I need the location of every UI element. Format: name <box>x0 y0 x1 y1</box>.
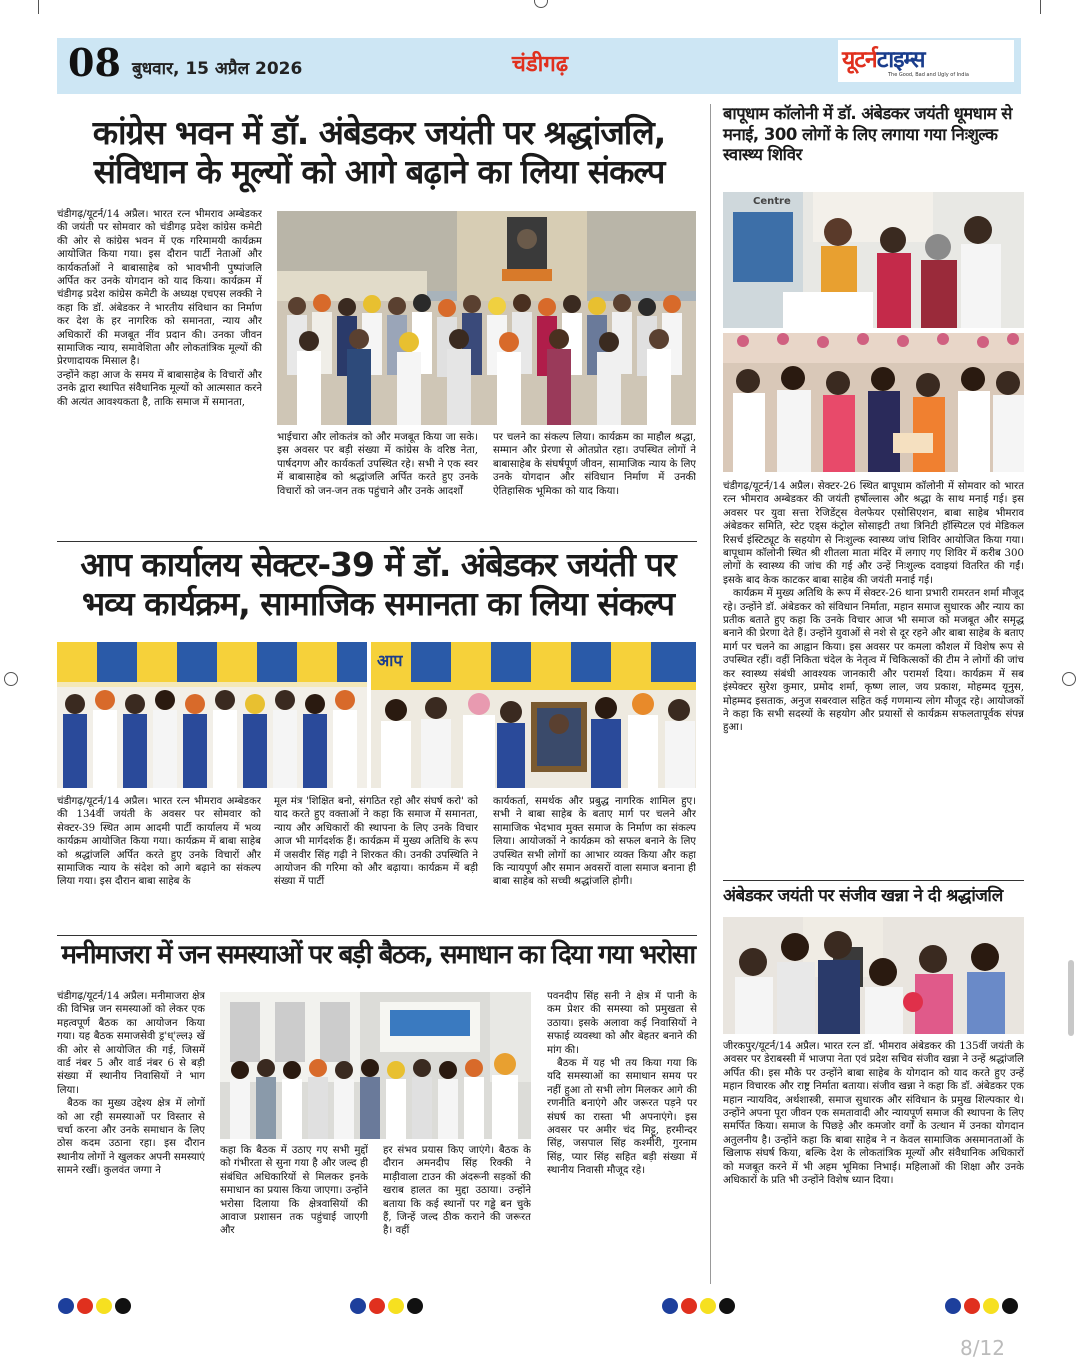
story5-col2: कहा कि बैठक में उठाए गए सभी मुद्दों को गंभीरता से सुना गया है और जल्द ही संबंधित अधिकारियों से मिलकर इनके समाधान का प्रयास किया जाएगा। उन्होंने भरोसा दिलाया कि क्षेत्रवासियों की आवाज प्रशासन तक पहुंचाई जाएगी और <box>220 1145 368 1237</box>
reg-dot-red <box>369 1298 385 1314</box>
story1-col1 <box>57 208 262 530</box>
story2-headline: बापूधाम कॉलोनी में डॉ. अंबेडकर जयंती धूमधाम से मनाई, 300 लोगों के लिए लगाया गया निःशुल्क स्वास्थ्य शिविर <box>723 104 1012 165</box>
crop-mark-right <box>1062 672 1076 686</box>
story5-headline: मनीमाजरा में जन समस्याओं पर बड़ी बैठक, समाधान का दिया गया भरोसा <box>61 940 695 970</box>
story1-col3: पर चलने का संकल्प लिया। कार्यक्रम का माहौल श्रद्धा, सम्मान और प्रेरणा से ओतप्रोत रहा। उपस्थित लोगों ने बाबासाहेब के संघर्षपूर्ण जीवन, सामाजिक न्याय के लिए उनके योगदान और संविधान निर्माण में उनकी ऐतिहासिक भूमिका को याद किया। <box>493 432 696 497</box>
reg-dot-black <box>115 1298 131 1314</box>
section-city: चंडीगढ़ <box>511 52 569 77</box>
story3-col1: चंडीगढ़/यूटर्न/14 अप्रैल। भारत रत्न भीमराव अम्बेडकर की 134वीं जयंती के अवसर पर सोमवार को सेक्टर-39 स्थित आम आदमी पार्टी कार्यालय में भव्य कार्यक्रम आयोजित किया गया। कार्यक्रम में बाबा साहेब को श्रद्धांजलि अर्पित करते हुए उनके विचारों और सामाजिक न्याय के संदेश को आगे बढ़ाने का संकल्प लिया गया। इस दौरान बाबा साहेब के <box>57 796 261 888</box>
story5-col4 <box>547 990 697 1280</box>
viewer-scrollbar[interactable] <box>1068 960 1074 1036</box>
story4-body: जीरकपुर/यूटर्न/14 अप्रैल। भारत रत्न डॉ. भीमराव अंबेडकर की 135वीं जयंती के अवसर पर डेराबस्सी में भाजपा नेता एवं प्रदेश सचिव संजीव खन्ना ने उन्हें श्रद्धांजलि अर्पित की। इस मौके पर उन्होंने बाबा साहेब के योगदान को याद करते हुए उन्हें महान विचारक और राष्ट्र निर्माता बताया। संजीव खन्ना ने कहा कि डॉ. अंबेडकर एक महान न्यायविद, अर्थशास्त्री, समाज सुधारक और संविधान के प्रमुख शिल्पकार थे। उन्होंने अपना पूरा जीवन एक समतावादी और न्यायपूर्ण समाज की स्थापना के लिए समर्पित किया। समाज के पिछड़े और कमजोर वर्गों के उत्थान में उनका योगदान अतुलनीय है। उन्होंने कहा कि बाबा साहेब ने न केवल सामाजिक असमानताओं के खिलाफ संघर्ष किया, बल्कि देश के लोकतांत्रिक मूल्यों और संवैधानिक अधिकारों को मजबूत करने में भी अहम भूमिका निभाई। महिलाओं की शिक्षा और उनके अधिकारों के प्रति भी उन्होंने विशेष ध्यान दिया। <box>723 1041 1024 1187</box>
story5-col1-para1: चंडीगढ़/यूटर्न/14 अप्रैल। मनीमाजरा क्षेत्र की विभिन्न जन समस्याओं को लेकर एक महत्वपूर्ण बैठक का आयोजन किया गया। यह बैठक समाजसेवी ड्र'ध्'ल्ल३ खें की ओर से आयोजित की गई, जिसमें वार्ड नंबर 5 और वार्ड नंबर 6 से बड़ी संख्या में स्थानीय निवासियों ने भाग लिया। <box>57 991 205 1096</box>
reg-dot-yellow <box>388 1298 404 1314</box>
story1-col1-para2: उन्होंने कहा आज के समय में बाबासाहेब के विचारों और उनके द्वारा स्थापित संवैधानिक मूल्यों को आत्मसात करने की अत्यंत आवश्यकता है, ताकि समाज में समानता, <box>57 369 262 408</box>
story5-col4-para1: पवनदीप सिंह सनी ने क्षेत्र में पानी के कम प्रेशर की समस्या को प्रमुखता से उठाया। इसके अलावा कई निवासियों ने सफाई व्यवस्था को और बेहतर बनाने की मांग की। <box>547 991 697 1056</box>
story5-divider <box>57 935 697 936</box>
reg-dot-blue <box>58 1298 74 1314</box>
registration-marks-1 <box>58 1298 134 1314</box>
reg-dot-blue <box>350 1298 366 1314</box>
story1-headline: कांग्रेस भवन में डॉ. अंबेडकर जयंती पर श्रद्धांजलि, संविधान के मूल्यों को आगे बढ़ाने का लिया संकल्प <box>92 113 666 191</box>
masthead-tagline: The Good, Bad and Ugly of India <box>888 72 969 78</box>
issue-date: बुधवार, 15 अप्रैल 2026 <box>132 59 303 79</box>
story2-body <box>723 480 1024 872</box>
story5-photo <box>220 992 531 1139</box>
story5-col3: हर संभव प्रयास किए जाएंगे। बैठक के दौरान अमनदीप सिंह रिक्की ने माड़ीवाला टाउन की अंदरूनी सड़कों की खराब हालत का मुद्दा उठाया। उन्होंने बताया कि कई स्थानों पर गड्ढे बन चुके हैं, जिन्हें जल्द ठीक कराने की जरूरत है। वहीं <box>383 1145 531 1237</box>
page-indicator: 8/12 <box>960 1336 1005 1360</box>
logo-part1: यूटर्न <box>842 47 877 73</box>
registration-marks-4 <box>945 1298 1021 1314</box>
masthead-logo <box>842 42 925 74</box>
story3-headline: आप कार्यालय सेक्टर-39 में डॉ. अंबेडकर जयंती पर भव्य कार्यक्रम, सामाजिक समानता का लिया संकल्प <box>80 545 676 623</box>
story3-photo2 <box>371 642 696 788</box>
story3-banner-text: आप <box>377 651 403 670</box>
story2-body-para1: चंडीगढ़/यूटर्न/14 अप्रैल। सेक्टर-26 स्थित बापूधाम कॉलोनी में सोमवार को भारत रत्न भीमराव अम्बेडकर की जयंती हर्षोल्लास और श्रद्धा के साथ मनाई गई। इस अवसर पर युवा सत्ता रेजिडेंट्स वेलफेयर एसोसिएशन, बाबा साहेब भीमराव अंबेडकर समिति, स्टेट एड्स कंट्रोल सोसाइटी तथा त्रिनिटी हॉस्पिटल एवं मेडिकल रिसर्च इंस्टिट्यूट के सहयोग से निःशुल्क स्वास्थ्य जांच शिविर आयोजित किया गया। बापूधाम कॉलोनी स्थित श्री शीतला माता मंदिर में लगाए गए शिविर में करीब 300 लोगों के स्वास्थ्य की जांच की गई और उन्हें निःशुल्क दवाइयां वितरित की गईं। इसके बाद केक काटकर बाबा साहेब की जयंती मनाई गई। <box>723 481 1024 586</box>
story3-photo1 <box>57 642 367 788</box>
story3-col3: कार्यकर्ता, समर्थक और प्रबुद्ध नागरिक शामिल हुए। सभी ने बाबा साहेब के बताए मार्ग पर चलने और सामाजिक भेदभाव मुक्त समाज के निर्माण का संकल्प लिया। आयोजकों ने कार्यक्रम को सफल बनाने के लिए उपस्थित सभी लोगों का आभार व्यक्त किया और कहा कि न्यायपूर्ण और समान अवसरों वाला समाज बनाना ही बाबा साहेब को सच्ची श्रद्धांजलि होगी। <box>493 796 696 888</box>
story3-divider <box>57 541 697 542</box>
story2-divider <box>723 880 1024 881</box>
crop-mark-left <box>4 672 18 686</box>
reg-dot-black <box>719 1298 735 1314</box>
story4-photo <box>723 917 1024 1034</box>
reg-dot-black <box>407 1298 423 1314</box>
story4-headline: अंबेडकर जयंती पर संजीव खन्ना ने दी श्रद्धांजलि <box>723 886 1003 906</box>
reg-dot-black <box>1002 1298 1018 1314</box>
trim-line-left <box>38 0 39 14</box>
story2-photo1-sign: Centre <box>753 196 791 207</box>
story2-photo2 <box>723 333 1024 472</box>
page-number: 08 <box>68 40 121 85</box>
story5-col1-para2: बैठक का मुख्य उद्देश्य क्षेत्र में लोगों को आ रही समस्याओं पर विस्तार से चर्चा करना और उनके समाधान के लिए ठोस कदम उठाना रहा। इस दौरान स्थानीय लोगों ने खुलकर अपनी समस्याएं सामने रखीं। कुलवंत जग्गा ने <box>57 1098 205 1177</box>
reg-dot-red <box>964 1298 980 1314</box>
story1-col1-para1: चंडीगढ़/यूटर्न/14 अप्रैल। भारत रत्न भीमराव अम्बेडकर की जयंती पर सोमवार को चंडीगढ़ प्रदेश कांग्रेस कमेटी की ओर से कांग्रेस भवन में एक गरिमामयी कार्यक्रम आयोजित किया गया। इस दौरान पार्टी नेताओं और कार्यकर्ताओं ने बाबासाहेब को भावभीनी पुष्पांजलि अर्पित कर उनके योगदान को याद किया। कार्यक्रम में चंडीगढ़ प्रदेश कांग्रेस कमेटी के अध्यक्ष एचएस लक्की ने कहा कि डॉ. अंबेडकर ने भारतीय संविधान का निर्माण कर देश के हर नागरिक को समानता, न्याय और अधिकारों की मजबूत नींव प्रदान की। उनका जीवन सामाजिक न्याय, समावेशिता और लोकतांत्रिक मूल्यों की प्रेरणादायक मिसाल है। <box>57 209 262 368</box>
story1-col2: भाईचारा और लोकतंत्र को और मजबूत किया जा सके। इस अवसर पर बड़ी संख्या में कांग्रेस के वरिष्ठ नेता, पार्षदगण और कार्यकर्ता उपस्थित रहे। सभी ने एक स्वर में बाबासाहेब को श्रद्धांजलि अर्पित करते हुए उनके विचारों को जन-जन तक पहुंचाने और उनके आदर्शों <box>277 432 478 497</box>
registration-marks-2 <box>350 1298 426 1314</box>
story5-col4-para2: बैठक में यह भी तय किया गया कि यदि समस्याओं का समाधान समय पर नहीं हुआ तो सभी लोग मिलकर आगे की रणनीति बनाएंगे और जरूरत पड़ने पर संघर्ष का रास्ता भी अपनाएंगे। इस अवसर पर अमीर चंद मिट्टू, हरमीन्दर सिंह, जसपाल सिंह कश्मीरी, गुरनाम सिंह, प्यार सिंह सहित बड़ी संख्या में स्थानीय निवासी मौजूद रहे। <box>547 1058 697 1177</box>
column-divider <box>710 104 711 1284</box>
story2-body-para2: कार्यक्रम में मुख्य अतिथि के रूप में सेक्टर-26 थाना प्रभारी रामरतन शर्मा मौजूद रहे। उन्होंने डॉ. अंबेडकर को संविधान निर्माता, महान समाज सुधारक और न्याय का प्रतीक बताते हुए कहा कि उनके विचार आज भी समाज को मजबूत और समृद्ध बनाने की प्रेरणा देते हैं। उन्होंने युवाओं से नशे से दूर रहने और बाबा साहेब के बताए मार्ग पर चलने का आह्वान किया। इस अवसर पर कमला कौशल में विशेष रूप से उपस्थित रहीं। वहीं निकिता चंदेल के नेतृत्व में चिकित्सकों की टीम ने लोगों की जांच कर स्वास्थ्य संबंधी आवश्यक जानकारी और परामर्श दिया। कार्यक्रम में सब इंस्पेक्टर सुरेश कुमार, प्रमोद शर्मा, कृष्ण लाल, जय प्रकाश, मोहम्मद यूनुस, मोहम्मद इसताक, अनुज सबरवाल सहित कई गणमान्य लोग मौजूद रहे। आयोजकों ने कहा कि सभी सदस्यों के सहयोग और प्रयासों से कार्यक्रम सफलतापूर्वक संपन्न हुआ। <box>723 588 1024 734</box>
reg-dot-blue <box>945 1298 961 1314</box>
logo-part2: टाइम्स <box>876 47 925 73</box>
story1-photo <box>277 211 696 425</box>
crop-mark-top <box>534 0 548 8</box>
reg-dot-yellow <box>983 1298 999 1314</box>
trim-line-right <box>1040 0 1041 14</box>
story2-photo1 <box>723 192 1024 328</box>
story5-col1 <box>57 990 205 1280</box>
story3-col2: मूल मंत्र 'शिक्षित बनो, संगठित रहो और संघर्ष करो' को याद करते हुए वक्ताओं ने कहा कि समाज में समानता, न्याय और अधिकारों की स्थापना के लिए उनके विचार आज भी मार्गदर्शक हैं। कार्यक्रम में मुख्य अतिथि के रूप में जसवीर सिंह गढ़ी ने शिरकत की। उनकी उपस्थिति ने आयोजन की गरिमा को और बढ़ाया। कार्यक्रम में बड़ी संख्या में पार्टी <box>274 796 478 888</box>
reg-dot-yellow <box>700 1298 716 1314</box>
reg-dot-blue <box>662 1298 678 1314</box>
reg-dot-red <box>77 1298 93 1314</box>
registration-marks-3 <box>662 1298 738 1314</box>
reg-dot-yellow <box>96 1298 112 1314</box>
reg-dot-red <box>681 1298 697 1314</box>
